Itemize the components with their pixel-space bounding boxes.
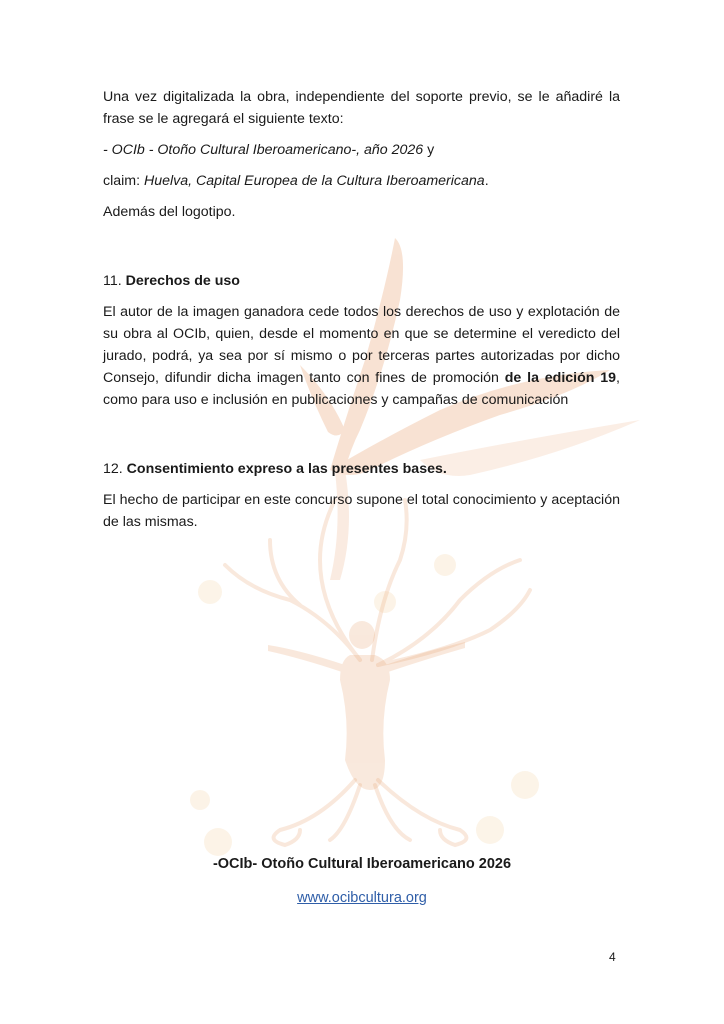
flower-dot: [198, 580, 222, 604]
intro-claim-line: [103, 170, 620, 192]
intro-logo-line: [103, 201, 620, 223]
section-11-bold-text: de la edición 19: [504, 370, 617, 386]
intro-text: Una vez digitalizada la obra, independiente del soporte previo, se le añadiré la frase se le agregará el siguiente texto:: [103, 89, 620, 127]
section-12-number: 12.: [103, 461, 127, 477]
section-11-text-1: El autor de la imagen ganadora cede todos los derechos de uso y explotación de su obra al OCIb, quien, desde el momento en que se determine el veredicto del jurado, podrá, ya sea por sí mismo o por terceras partes autorizadas por dicho Consejo, difundir dicha imagen tanto con fines de promoción: [103, 304, 620, 386]
flower-dot: [190, 790, 210, 810]
flower-dot: [434, 554, 456, 576]
claim-tail: .: [484, 173, 489, 189]
section-11-text-2: , como para uso e inclusión en publicaciones y campañas de comunicación: [103, 370, 620, 408]
ocib-line-tail: y: [423, 142, 435, 158]
logo-text: Además del logotipo.: [103, 204, 236, 220]
figure-body: [340, 655, 390, 790]
section-11-number: 11.: [103, 273, 126, 289]
section-12-heading: [103, 458, 620, 480]
ocib-name-italic: - OCIb - Otoño Cultural Iberoamericano-, año 2026: [103, 142, 424, 158]
section-12-title: Consentimiento expreso a las presentes bases.: [126, 461, 447, 477]
footer-title: -OCIb- Otoño Cultural Iberoamericano 2026: [212, 856, 512, 872]
flower-dot: [204, 828, 232, 856]
footer-link-container: [0, 890, 724, 906]
intro-ocib-line: [103, 139, 620, 161]
figure-head: [349, 621, 375, 649]
flower-dot: [374, 591, 396, 613]
document-body: [103, 86, 620, 533]
website-link[interactable]: www.ocibcultura.org: [297, 890, 427, 906]
intro-paragraph: [103, 86, 620, 130]
section-11-heading: [103, 270, 620, 292]
page-number: 4: [609, 950, 616, 964]
section-12-text: El hecho de participar en este concurso supone el total conocimiento y aceptación de las mismas.: [103, 492, 620, 530]
claim-prefix: claim:: [103, 173, 144, 189]
section-11-body: [103, 301, 620, 411]
flower-dot: [511, 771, 539, 799]
section-12-body: [103, 489, 620, 533]
claim-text-italic: Huelva, Capital Europea de la Cultura Iberoamericana: [144, 173, 485, 189]
flower-dot: [476, 816, 504, 844]
section-11-title: Derechos de uso: [125, 273, 240, 289]
